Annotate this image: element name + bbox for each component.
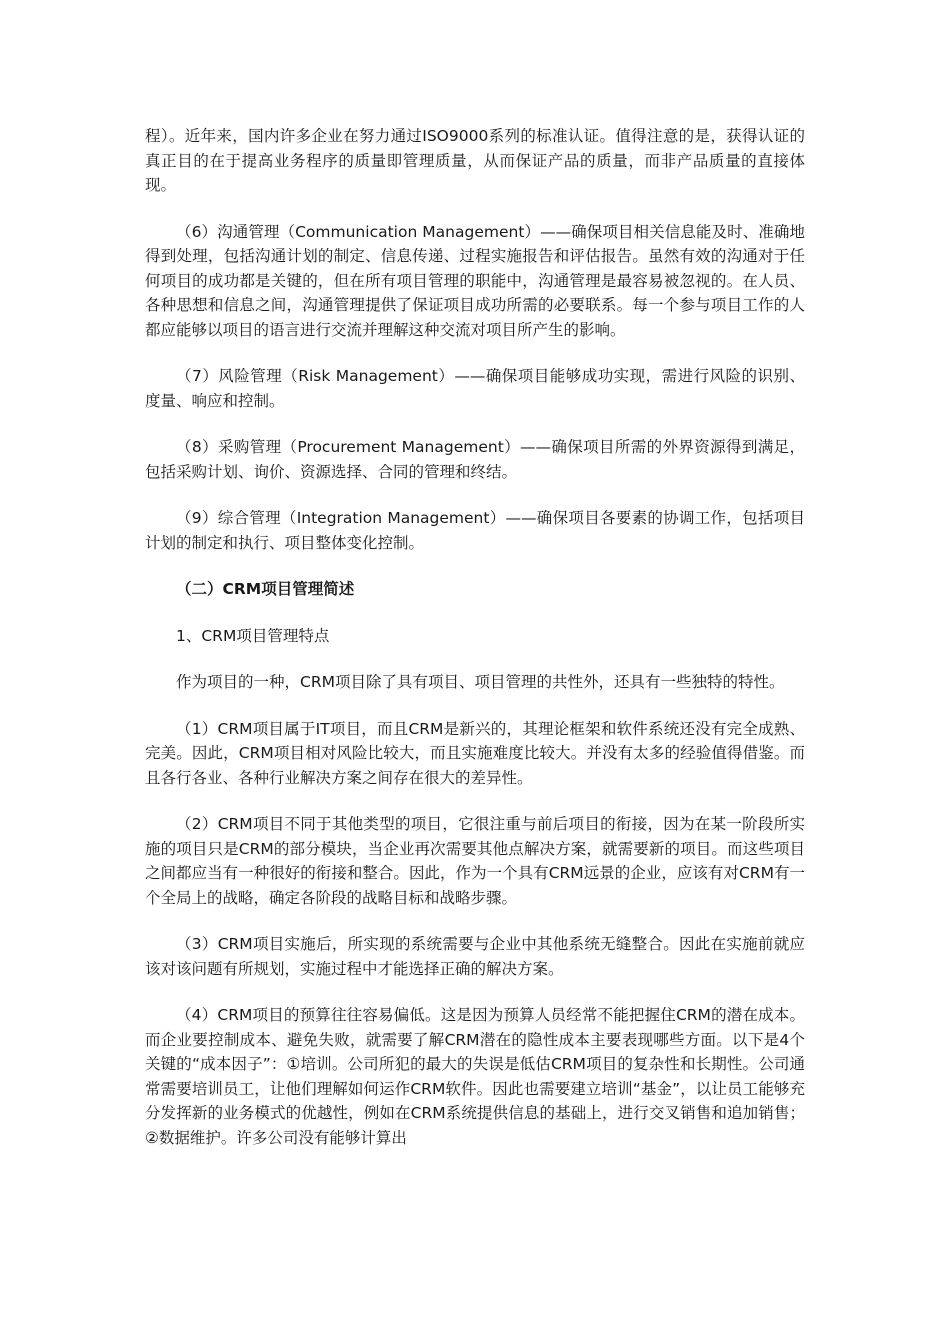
paragraph-quality-intro: 程）。近年来，国内许多企业在努力通过ISO9000系列的标准认证。值得注意的是，获得认证的真正目的在于提高业务程序的质量即管理质量，从而保证产品的质量，而非产品质量的直接体现。 — [145, 127, 805, 194]
document-page — [145, 124, 805, 1172]
paragraph-integration-management: （9）综合管理（Integration Management）——确保项目各要素的协调工作，包括项目计划的制定和执行、项目整体变化控制。 — [145, 509, 805, 552]
paragraph-crm-point-2: （2）CRM项目不同于其他类型的项目，它很注重与前后项目的衔接，因为在某一阶段所实施的项目只是CRM的部分模块，当企业再次需要其他点解决方案，就需要新的项目。而这些项目之间都应当有一种很好的衔接和整合。因此，作为一个具有CRM远景的企业，应该有对CRM有一个全局上的战略，确定各阶段的战略目标和战略步骤。 — [145, 815, 805, 907]
section-heading-crm: （二）CRM项目管理简述 — [176, 580, 355, 598]
paragraph-risk-management: （7）风险管理（Risk Management）——确保项目能够成功实现，需进行风险的识别、度量、响应和控制。 — [145, 367, 805, 410]
paragraph-crm-point-1: （1）CRM项目属于IT项目，而且CRM是新兴的，其理论框架和软件系统还没有完全成熟、完美。因此，CRM项目相对风险比较大，而且实施难度比较大。并没有太多的经验值得借鉴。而且各行各业、各种行业解决方案之间存在很大的差异性。 — [145, 719, 805, 787]
paragraph-crm-overview: 作为项目的一种，CRM项目除了具有项目、项目管理的共性外，还具有一些独特的特性。 — [176, 673, 785, 691]
subsection-heading-crm-features: 1、CRM项目管理特点 — [176, 626, 330, 645]
paragraph-crm-point-4: （4）CRM项目的预算往往容易偏低。这是因为预算人员经常不能把握住CRM的潜在成本。而企业要控制成本、避免失败，就需要了解CRM潜在的隐性成本主要表现哪些方面。以下是4个关键的“成本因子”：①培训。公司所犯的最大的失误是低估CRM项目的复杂性和长期性。公司通常需要培训员工，让他们理解如何运作CRM软件。因此也需要建立培训“基金”，以让员工能够充分发挥新的业务模式的优越性，例如在CRM系统提供信息的基础上，进行交叉销售和追加销售；②数据维护。许多公司没有能够计算出 — [145, 1006, 805, 1147]
paragraph-communication-management: （6）沟通管理（Communication Management）——确保项目相关信息能及时、准确地得到处理，包括沟通计划的制定、信息传递、过程实施报告和评估报告。虽然有效的沟通对于任何项目的成功都是关键的，但在所有项目管理的职能中，沟通管理是最容易被忽视的。在人员、各种思想和信息之间，沟通管理提供了保证项目成功所需的必要联系。每一个参与项目工作的人都应能够以项目的语言进行交流并理解这种交流对项目所产生的影响。 — [145, 222, 805, 339]
paragraph-procurement-management: （8）采购管理（Procurement Management）——确保项目所需的外界资源得到满足，包括采购计划、询价、资源选择、合同的管理和终结。 — [145, 438, 805, 481]
paragraph-crm-point-3: （3）CRM项目实施后，所实现的系统需要与企业中其他系统无缝整合。因此在实施前就应该对该问题有所规划，实施过程中才能选择正确的解决方案。 — [145, 935, 805, 978]
